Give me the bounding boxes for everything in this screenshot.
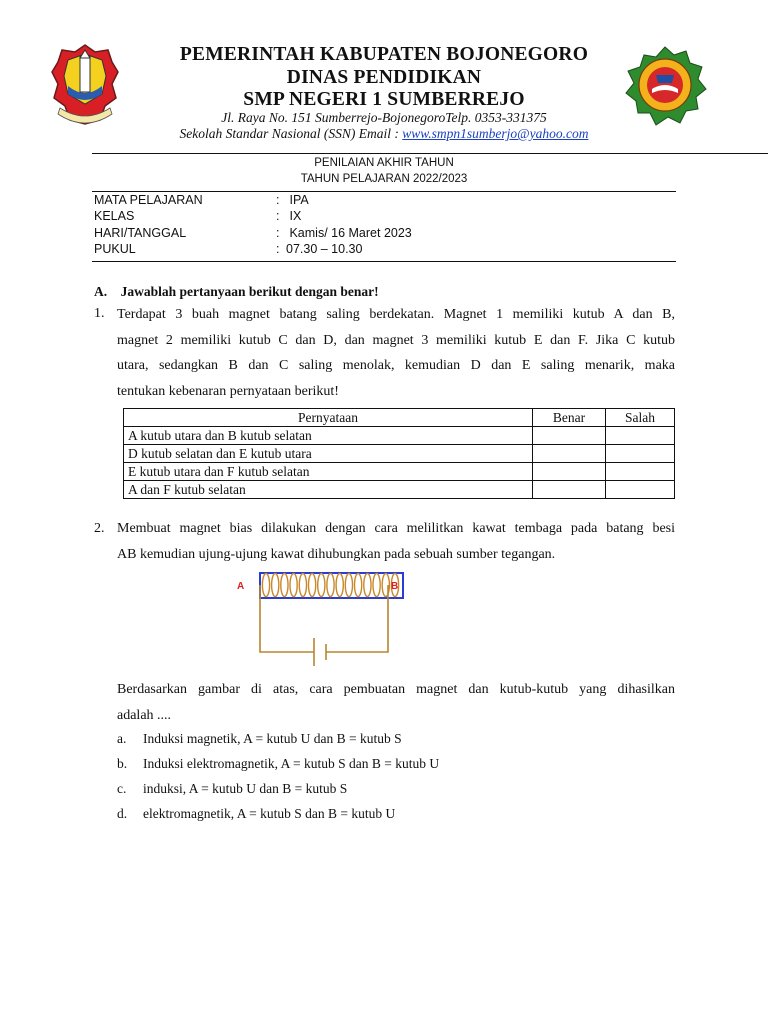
info-row-subject [94, 193, 494, 207]
option-d[interactable] [117, 806, 395, 822]
question-line: magnet 2 memiliki kutub C dan D, dan magnet 3 memiliki kutub E dan F. Jika C kutub [117, 332, 675, 348]
school-email-link[interactable]: www.smpn1sumberjo@yahoo.com [402, 126, 589, 141]
ssn-label: Sekolah Standar Nasional (SSN) Email : [179, 126, 403, 141]
question-2-text [117, 516, 675, 567]
info-key: KELAS [94, 209, 135, 223]
column-header: Benar [533, 409, 606, 427]
option-text: Induksi elektromagnetik, A = kutub S dan B = kutub U [143, 756, 440, 771]
table-row [124, 445, 675, 463]
info-key: MATA PELAJARAN [94, 193, 203, 207]
question-line: Membuat magnet bias dilakukan dengan cara melilitkan kawat tembaga pada batang besi [117, 521, 675, 536]
info-row-date [94, 226, 494, 240]
info-bottom-divider [92, 261, 676, 262]
question-2-followup [117, 677, 675, 728]
option-letter: a. [117, 731, 127, 746]
question-line: Berdasarkan gambar di atas, cara pembuatan magnet dan kutub-kutub yang dihasilkan [117, 682, 675, 697]
school-ssn-line [0, 126, 768, 142]
school-name: SMP NEGERI 1 SUMBERREJO [243, 89, 525, 110]
option-text: elektromagnetik, A = kutub S dan B = kutub U [143, 806, 396, 821]
table-row [124, 481, 675, 499]
column-header: Pernyataan [124, 409, 533, 427]
question-line: AB kemudian ujung-ujung kawat dihubungkan pada sebuah sumber tegangan. [117, 546, 556, 562]
section-letter: A. [94, 284, 108, 299]
electromagnet-diagram [230, 570, 410, 675]
question-1-number: 1. [94, 306, 105, 321]
benar-cell[interactable] [533, 427, 606, 445]
coil-turn [318, 574, 325, 597]
coil-turn [327, 574, 334, 597]
question-line: utara, sedangkan B dan C saling menolak, kemudian D dan E saling menarik, maka [117, 358, 675, 373]
statement-cell: D kutub selatan dan E kutub utara [124, 445, 533, 463]
option-b[interactable] [117, 756, 439, 772]
info-value: Kamis/ 16 Maret 2023 [286, 226, 412, 240]
info-value: IPA [286, 193, 309, 207]
table-row [124, 427, 675, 445]
question-line: Terdapat 3 buah magnet batang saling berdekatan. Magnet 1 memiliki kutub A dan B, [117, 307, 675, 322]
benar-cell[interactable] [533, 463, 606, 481]
info-colon: : [276, 209, 280, 223]
salah-cell[interactable] [606, 427, 675, 445]
coil-turn [355, 574, 362, 597]
column-header: Salah [606, 409, 675, 427]
info-top-divider [92, 191, 676, 192]
question-2-number: 2. [94, 521, 105, 536]
info-row-time [94, 242, 494, 256]
coil-turn [336, 574, 343, 597]
coil-turn [272, 574, 279, 597]
salah-cell[interactable] [606, 481, 675, 499]
coil-turn [281, 574, 288, 597]
info-value: 07.30 – 10.30 [286, 242, 363, 256]
benar-cell[interactable] [533, 481, 606, 499]
department-header: DINAS PENDIDIKAN [286, 67, 482, 88]
statement-table [123, 408, 675, 499]
header-divider [92, 153, 768, 154]
coil-turn [364, 574, 371, 597]
question-line: adalah .... [117, 707, 172, 723]
coil-turn [373, 574, 380, 597]
info-row-class [94, 209, 494, 223]
statement-cell: A kutub utara dan B kutub selatan [124, 427, 533, 445]
option-letter: c. [117, 781, 127, 796]
option-letter: d. [117, 806, 128, 821]
table-row [124, 463, 675, 481]
coil-turn [262, 574, 269, 597]
coil-turn [345, 574, 352, 597]
section-instruction: Jawablah pertanyaan berikut dengan benar! [120, 284, 379, 299]
option-a[interactable] [117, 731, 402, 747]
info-colon: : [276, 193, 280, 207]
info-key: HARI/TANGGAL [94, 226, 187, 240]
benar-cell[interactable] [533, 445, 606, 463]
salah-cell[interactable] [606, 463, 675, 481]
coil-turn [299, 574, 306, 597]
question-1-text [117, 302, 675, 404]
info-colon: : [276, 226, 280, 240]
option-letter: b. [117, 756, 128, 771]
exam-title: PENILAIAN AKHIR TAHUN [314, 157, 454, 169]
option-c[interactable] [117, 781, 347, 797]
option-text: induksi, A = kutub U dan B = kutub S [143, 781, 348, 796]
coil-turn [290, 574, 297, 597]
school-address: Jl. Raya No. 151 Sumberrejo-BojonegoroTelp. 0353-331375 [221, 110, 547, 125]
table-header-row [124, 409, 675, 427]
question-line: tentukan kebenaran pernyataan berikut! [117, 383, 339, 399]
label-a: A [237, 581, 245, 592]
info-value: IX [286, 209, 302, 223]
exam-year: TAHUN PELAJARAN 2022/2023 [300, 173, 468, 185]
government-header: PEMERINTAH KABUPATEN BOJONEGORO [179, 44, 589, 65]
option-text: Induksi magnetik, A = kutub U dan B = kutub S [143, 731, 402, 746]
info-key: PUKUL [94, 242, 136, 256]
statement-cell: A dan F kutub selatan [124, 481, 533, 499]
copper-coil [262, 574, 398, 597]
section-heading [94, 284, 379, 300]
info-colon: : [276, 242, 280, 256]
coil-turn [309, 574, 316, 597]
label-b: B [391, 581, 399, 592]
salah-cell[interactable] [606, 445, 675, 463]
statement-cell: E kutub utara dan F kutub selatan [124, 463, 533, 481]
